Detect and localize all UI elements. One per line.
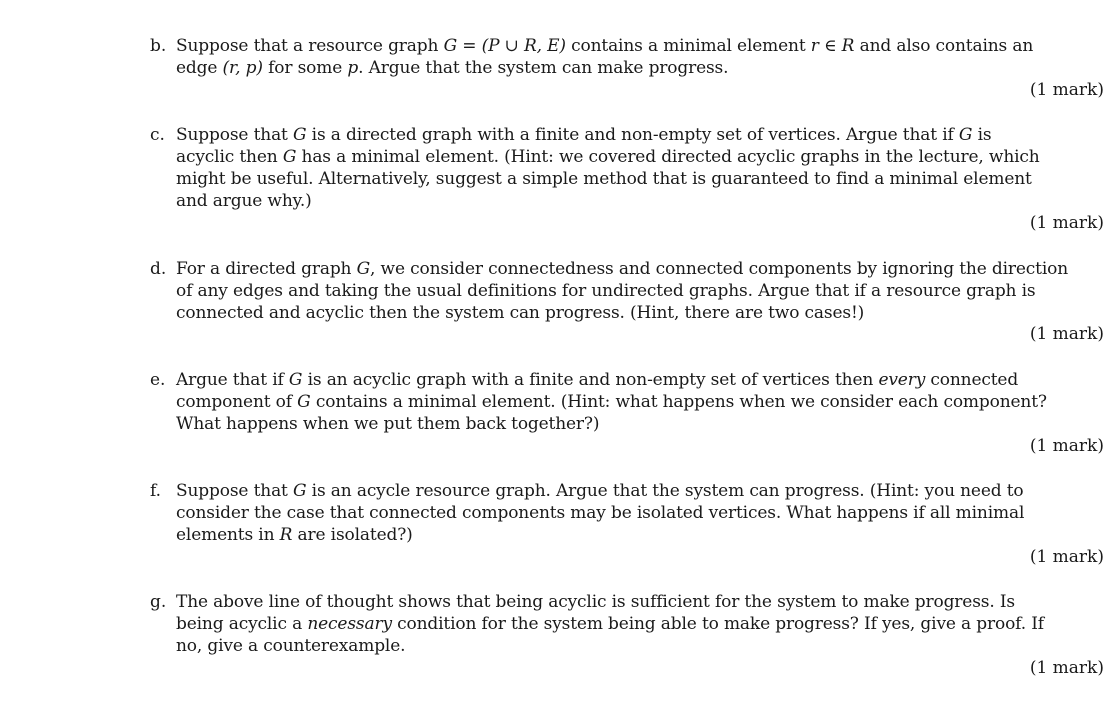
math-expression: R [279, 525, 293, 545]
emphasis-text: every [878, 370, 926, 390]
question-g [150, 591, 1044, 657]
question-line: Suppose that G is an acycle resource graph. Argue that the system can progress. (Hint: you need to [176, 481, 1024, 501]
question-b [150, 35, 1034, 79]
emphasis-text: necessary [307, 614, 392, 634]
question-line: acyclic then G has a minimal element. (Hint: we covered directed acyclic graphs in the lecture, which [176, 147, 1040, 167]
math-expression: G [288, 370, 303, 390]
marks-label: (1 mark) [1029, 658, 1104, 678]
question-line: What happens when we put them back together?) [176, 414, 600, 434]
marks-label: (1 mark) [1029, 436, 1104, 456]
question-f [150, 480, 1025, 546]
question-line: edge (r, p) for some p. Argue that the system can make progress. [176, 58, 729, 78]
marks-label: (1 mark) [1029, 547, 1104, 567]
question-line: might be useful. Alternatively, suggest a simple method that is guaranteed to find a minimal element [176, 169, 1032, 189]
question-label: b. [150, 36, 167, 56]
question-text [176, 591, 1044, 657]
math-expression: G [297, 392, 311, 412]
math-expression: (r, p) [222, 58, 263, 78]
question-label: d. [150, 259, 167, 279]
math-expression: G [292, 125, 307, 145]
question-line: Argue that if G is an acyclic graph with a finite and non-empty set of vertices then every connected [176, 370, 1019, 390]
question-line: consider the case that connected components may be isolated vertices. What happens if all minimal [176, 503, 1025, 523]
question-line: of any edges and taking the usual definitions for undirected graphs. Argue that if a resource graph is [176, 281, 1036, 301]
question-label: f. [150, 481, 162, 501]
question-line: and argue why.) [176, 191, 312, 211]
marks-label: (1 mark) [1029, 80, 1104, 100]
math-expression: G [292, 481, 307, 501]
question-text [176, 258, 1068, 324]
math-expression: G [282, 147, 297, 167]
math-expression: p [347, 58, 359, 78]
question-d [150, 258, 1068, 324]
question-text [176, 124, 1040, 212]
question-line: For a directed graph G, we consider connectedness and connected components by ignoring the direction [176, 259, 1068, 279]
question-line: component of G contains a minimal element. (Hint: what happens when we consider each component? [176, 392, 1047, 412]
question-label: g. [150, 592, 167, 612]
question-text [176, 35, 1034, 79]
math-expression: G [356, 259, 371, 279]
question-line: The above line of thought shows that being acyclic is sufficient for the system to make progress. Is [176, 592, 1015, 612]
marks-label: (1 mark) [1029, 213, 1104, 233]
question-line: Suppose that a resource graph G = (P ∪ R, E) contains a minimal element r ∈ R and also contains an [176, 36, 1034, 56]
question-c [150, 124, 1040, 212]
question-line: being acyclic a necessary condition for the system being able to make progress? If yes, give a proof. If [176, 614, 1044, 634]
question-line: connected and acyclic then the system can progress. (Hint, there are two cases!) [176, 303, 865, 323]
question-line: Suppose that G is a directed graph with a finite and non-empty set of vertices. Argue that if G is [176, 125, 992, 145]
question-text [176, 480, 1025, 546]
question-text [176, 369, 1047, 435]
question-e [150, 369, 1047, 435]
question-label: c. [150, 125, 165, 145]
math-expression: G = (P ∪ R, E) [443, 36, 566, 56]
math-expression: G [958, 125, 973, 145]
question-line: elements in R are isolated?) [176, 525, 413, 545]
marks-label: (1 mark) [1029, 324, 1104, 344]
question-label: e. [150, 370, 166, 390]
question-line: no, give a counterexample. [176, 636, 406, 656]
math-expression: r ∈ R [810, 36, 855, 56]
